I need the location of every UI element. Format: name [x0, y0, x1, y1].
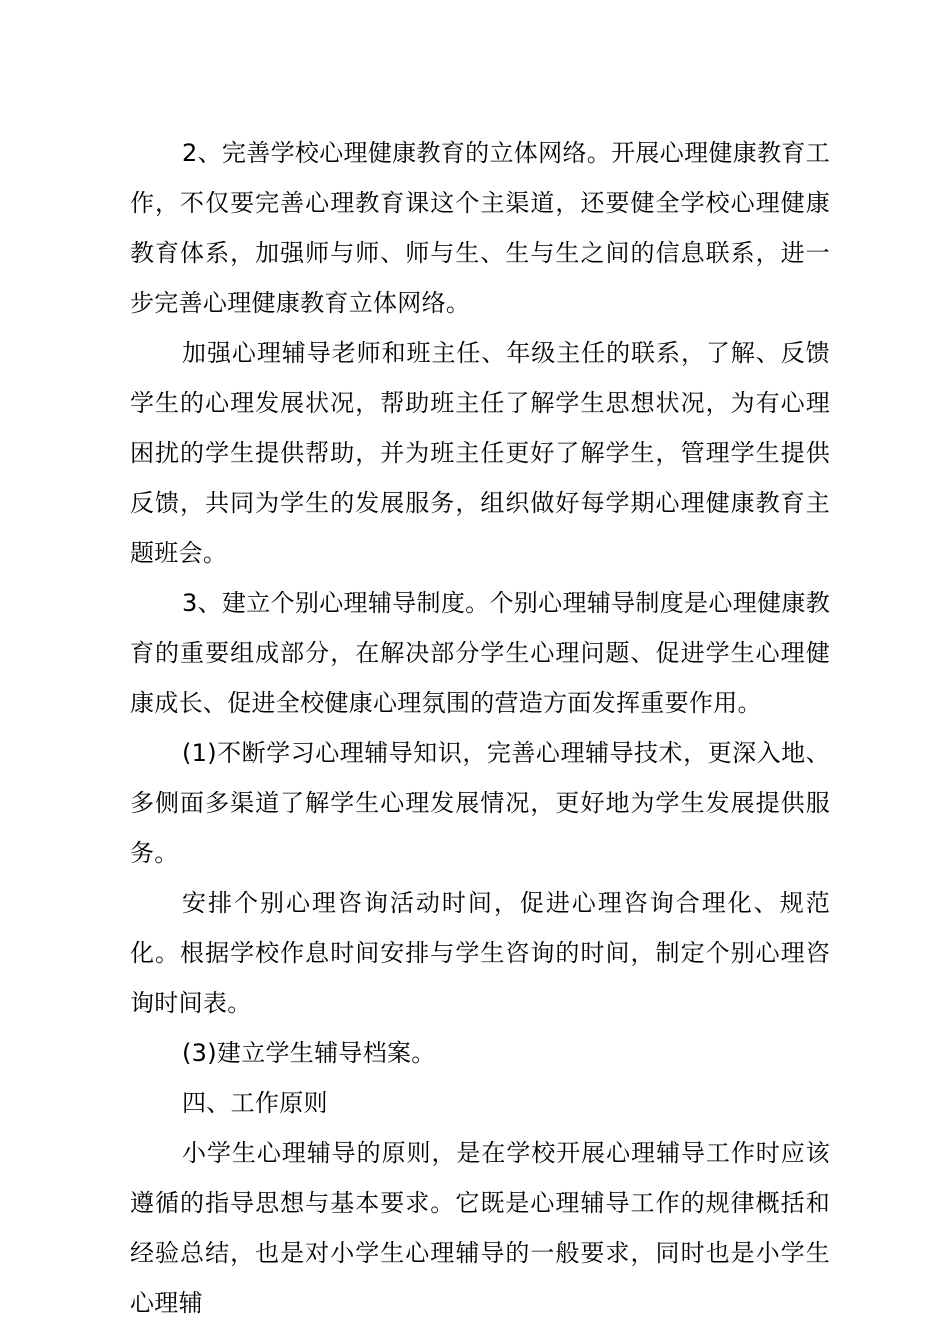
paragraph-records: (3)建立学生辅导档案。: [182, 1039, 436, 1067]
section-heading-principles: 四、工作原则: [182, 1089, 328, 1117]
paragraph-schedule: 安排个别心理咨询活动时间，促进心理咨询合理化、规范化。根据学校作息时间安排与学生咨询的时间，制定个别心理咨询时间表。: [130, 889, 830, 1017]
paragraph-principles: 小学生心理辅导的原则，是在学校开展心理辅导工作时应该遵循的指导思想与基本要求。它既是心理辅导工作的规律概括和经验总结，也是对小学生心理辅导的一般要求，同时也是小学生心理辅: [130, 1139, 830, 1317]
paragraph-individual-counseling: 3、建立个别心理辅导制度。个别心理辅导制度是心理健康教育的重要组成部分，在解决部分学生心理问题、促进学生心理健康成长、促进全校健康心理氛围的营造方面发挥重要作用。: [130, 589, 830, 717]
paragraph-learning-skills: (1)不断学习心理辅导知识，完善心理辅导技术，更深入地、多侧面多渠道了解学生心理发展情况，更好地为学生发展提供服务。: [130, 739, 830, 867]
document-body: [130, 128, 830, 1328]
paragraph-network: 2、完善学校心理健康教育的立体网络。开展心理健康教育工作，不仅要完善心理教育课这个主渠道，还要健全学校心理健康教育体系，加强师与师、师与生、生与生之间的信息联系，进一步完善心理健康教育立体网络。: [130, 139, 830, 317]
paragraph-teacher-liaison: 加强心理辅导老师和班主任、年级主任的联系，了解、反馈学生的心理发展状况，帮助班主任了解学生思想状况，为有心理困扰的学生提供帮助，并为班主任更好了解学生，管理学生提供反馈，共同为学生的发展服务，组织做好每学期心理健康教育主题班会。: [130, 339, 830, 567]
